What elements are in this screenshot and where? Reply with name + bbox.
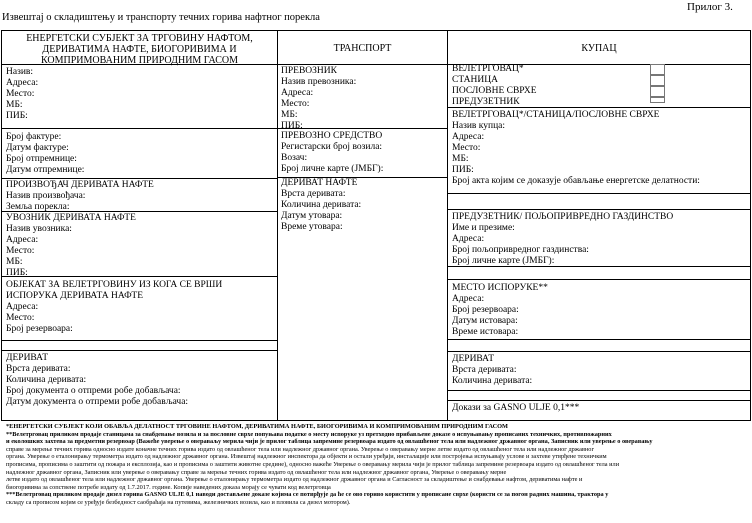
field-label: Назив купца: — [452, 121, 506, 131]
footnote-3-line: ***Велетрговац приликом продаје дизел горива GASNO ULJE 0,1 наводи достављене доказе којима се потврђује да ће се ово гориво користити у прописане сврхе (користи се за погон радних машина, трактора у — [6, 491, 609, 499]
buyer-derivative-section — [452, 354, 532, 387]
field-label: Назив произвођача: — [6, 191, 86, 201]
field-label: Број пољопривредног газдинства: — [452, 245, 589, 255]
farm-section — [452, 212, 673, 267]
field-label: Име и презиме: — [452, 223, 515, 233]
field-label: Регистарски број возила: — [281, 142, 383, 152]
field-label: Број отпремнице: — [6, 154, 77, 164]
entrepreneur-checkbox[interactable] — [650, 97, 665, 103]
section-title: ПРЕВОЗНО СРЕДСТВО — [281, 131, 383, 141]
header-transport: ТРАНСПОРТ — [333, 43, 392, 54]
field-label: Место: — [452, 143, 481, 153]
footnote-3-line: складу са прописом којим се уређује безбедност саобраћаја на путевима, железничких возила, као и пловила са дизел мотором). — [6, 498, 351, 506]
option-station-label: СТАНИЦА — [452, 75, 498, 85]
field-label: Датум истовара: — [452, 316, 518, 326]
field-label: ПИБ: — [6, 111, 28, 121]
field-label: Број личне карте (ЈМБГ): — [281, 164, 384, 174]
importer-section — [6, 213, 136, 279]
footnote-2-line: прописима, прописима о заштити од пожара и експлозија, као и прописима о заштити животне средине), односно важеће Уверење о оверавању мерила чији је прилог таблица запремине резервоара издато од овлашћеног тела или — [6, 460, 620, 468]
footnote-2-line: биогоривима за сопствене потребе издату од 1.7.2017. године. Копије наведених доказа морају се чувати код велетрговца — [6, 483, 331, 491]
annex-label: Прилог 3. — [687, 1, 733, 13]
buyer-section — [452, 110, 700, 187]
field-label: Број резервоара: — [452, 305, 519, 315]
producer-section — [6, 180, 154, 213]
footnote-2-line: и еколошких захтева за предметни резервоар (Важеће уверење о овераваљу мерила чији је прилог таблица запремине резервоара издато од овлашћеног тела или надлежног државног органа, Записник или уверење о оверавању — [6, 438, 653, 446]
section-title: УВОЗНИК ДЕРИВАТА НАФТЕ — [6, 213, 136, 223]
option-wholesaler-label: ВЕЛЕТРГОВАЦ* — [452, 64, 524, 74]
derivative-section — [6, 353, 188, 408]
field-label: Датум отпремнице: — [6, 165, 85, 175]
section-title: ПРОИЗВОЂАЧ ДЕРИВАТА НАФТЕ — [6, 180, 154, 190]
header-entity: ЕНЕРГЕТСКИ СУБЈЕКТ ЗА ТРГОВИНУ НАФТОМ, ДЕРИВАТИМА НАФТЕ, БИОГОРИВИМА И КОМПРИМОВАНИМ ПРИРОДНИМ ГАСОМ — [26, 33, 253, 66]
field-label: Адреса: — [6, 78, 39, 88]
field-label: МБ: — [6, 100, 23, 110]
field-label: Назив превозника: — [281, 77, 357, 87]
field-label: МБ: — [6, 257, 23, 267]
transport-derivative-section — [281, 178, 361, 233]
field-label: Место: — [281, 99, 310, 109]
field-label: Датум утовара: — [281, 211, 343, 221]
field-label: Адреса: — [452, 294, 485, 304]
header-buyer: КУПАЦ — [581, 43, 617, 54]
section-title: ПРЕДУЗЕТНИК/ ПОЉОПРИВРЕДНО ГАЗДИНСТВО — [452, 212, 674, 222]
delivery-section — [452, 283, 548, 338]
field-label: МБ: — [281, 110, 298, 120]
field-label: Врста деривата: — [452, 365, 517, 375]
footnote-2-line: надлежног државног органа, Записник или уверење о оверавању справе за мерење течних горива издато од овлашћеног тела или надлежног државног органа, Уверење о оверавању мерне — [6, 468, 507, 476]
field-label: Време истовара: — [452, 327, 519, 337]
field-label: Место: — [6, 246, 35, 256]
field-label: ПИБ: — [281, 121, 303, 131]
section-title: ДЕРИВАТ — [6, 353, 48, 363]
section-title: ВЕЛЕТРГОВАЦ*/СТАНИЦА/ПОСЛОВНЕ СВРХЕ — [452, 110, 660, 120]
section-title: МЕСТО ИСПОРУКЕ** — [452, 283, 548, 293]
field-label: ПИБ: — [6, 268, 28, 278]
field-label: Број акта којим се доказује обављање енергетске делатности: — [452, 176, 700, 186]
station-checkbox[interactable] — [650, 75, 665, 86]
field-label: Адреса: — [6, 235, 39, 245]
section-title: ДЕРИВАТ — [452, 354, 494, 364]
field-label: Назив: — [6, 67, 34, 77]
field-label: ПИБ: — [452, 165, 474, 175]
section-title: ОБЈЕКАТ ЗА ВЕЛЕТРГОВИНУ ИЗ КОГА СЕ ВРШИ — [6, 280, 223, 290]
field-label: Број личне карте (ЈМБГ): — [452, 256, 555, 266]
footnote-2-line: летве издато од овлашћеног тела или надлежног државног органа. Уверење о еталонирању термометра издато од надлежног државног органа и Сагласност за складиштење и снабдевање нафтом, дериватима нафте и — [6, 476, 583, 484]
footnote-2-line: **Велетрговац приликом продаје станицама за снабдевање возила и за пословне сврхе попуњава податке о месту испоруке уз претходно прибављене доказе о испуњавању прописаних техничких, противпожарних — [6, 430, 612, 438]
option-business-label: ПОСЛОВНЕ СВРХЕ — [452, 86, 537, 96]
field-label: Датум документа о отпреми робе добављача: — [6, 397, 189, 407]
gasno-evidence-label: Докази за GASNO ULJE 0,1*** — [452, 403, 580, 413]
field-label: Врста деривата: — [6, 364, 71, 374]
field-label: МБ: — [452, 154, 469, 164]
document-title: Извештај о складиштењу и транспорту течних горива нафтног порекла — [2, 12, 320, 23]
footnote-2-line: справе за мерење течних горива односно издате коначне течних горива издато од овлашћеног тела или надлежног државног органа. Уверење о оверавању мерне летве издато од овлашћеног тела или надлежног државног — [6, 445, 595, 453]
field-label: Возач: — [281, 153, 308, 163]
field-label: Количина деривата: — [452, 376, 533, 386]
field-label: Адреса: — [6, 302, 39, 312]
section-title: ДЕРИВАТ НАФТЕ — [281, 178, 358, 188]
field-label: Место: — [6, 313, 35, 323]
footnotes — [6, 423, 653, 507]
wholesale-section — [6, 280, 222, 335]
field-label: Број документа о отпреми робе добављача: — [6, 386, 181, 396]
wholesaler-checkbox[interactable] — [650, 64, 665, 75]
field-label: Адреса: — [452, 234, 485, 244]
field-label: Адреса: — [452, 132, 485, 142]
footnote-1: *ЕНЕРГЕТСКИ СУБЈЕКТ КОЈИ ОБАВЉА ДЕЛАТНОСТ ТРГОВИНЕ НАФТОМ, ДЕРИВАТИМА НАФТЕ, БИОГОРИВИМА И КОМПРИМОВАНИМ ПРИРОДНИМ ГАСОМ — [6, 423, 509, 430]
buyer-type-options — [452, 64, 537, 108]
section-title: ИСПОРУКА ДЕРИВАТА НАФТЕ — [6, 291, 144, 301]
entity-fields — [6, 67, 38, 122]
carrier-section — [281, 66, 356, 132]
field-label: Земља порекла: — [6, 202, 70, 212]
invoice-fields — [6, 132, 84, 176]
field-label: Количина деривата: — [6, 375, 87, 385]
option-entrepreneur-label: ПРЕДУЗЕТНИК — [452, 97, 520, 107]
section-title: ПРЕВОЗНИК — [281, 66, 337, 76]
business-checkbox[interactable] — [650, 86, 665, 97]
field-label: Назив увозника: — [6, 224, 72, 234]
field-label: Датум фактуре: — [6, 143, 69, 153]
field-label: Количина деривата: — [281, 200, 362, 210]
footnote-2-line: органа. Уверење о еталонирању термометра издато од надлежног државног органа. Извештај надлежног инспектора да објекти и остали уређаји, инсталације или постројења испуњавају услове и захтеве утврђене техничким — [6, 453, 607, 461]
field-label: Време утовара: — [281, 222, 343, 232]
field-label: Број фактуре: — [6, 132, 62, 142]
vehicle-section — [281, 131, 383, 175]
field-label: Адреса: — [281, 88, 314, 98]
field-label: Врста деривата: — [281, 189, 346, 199]
field-label: Број резервоара: — [6, 324, 73, 334]
field-label: Место: — [6, 89, 35, 99]
